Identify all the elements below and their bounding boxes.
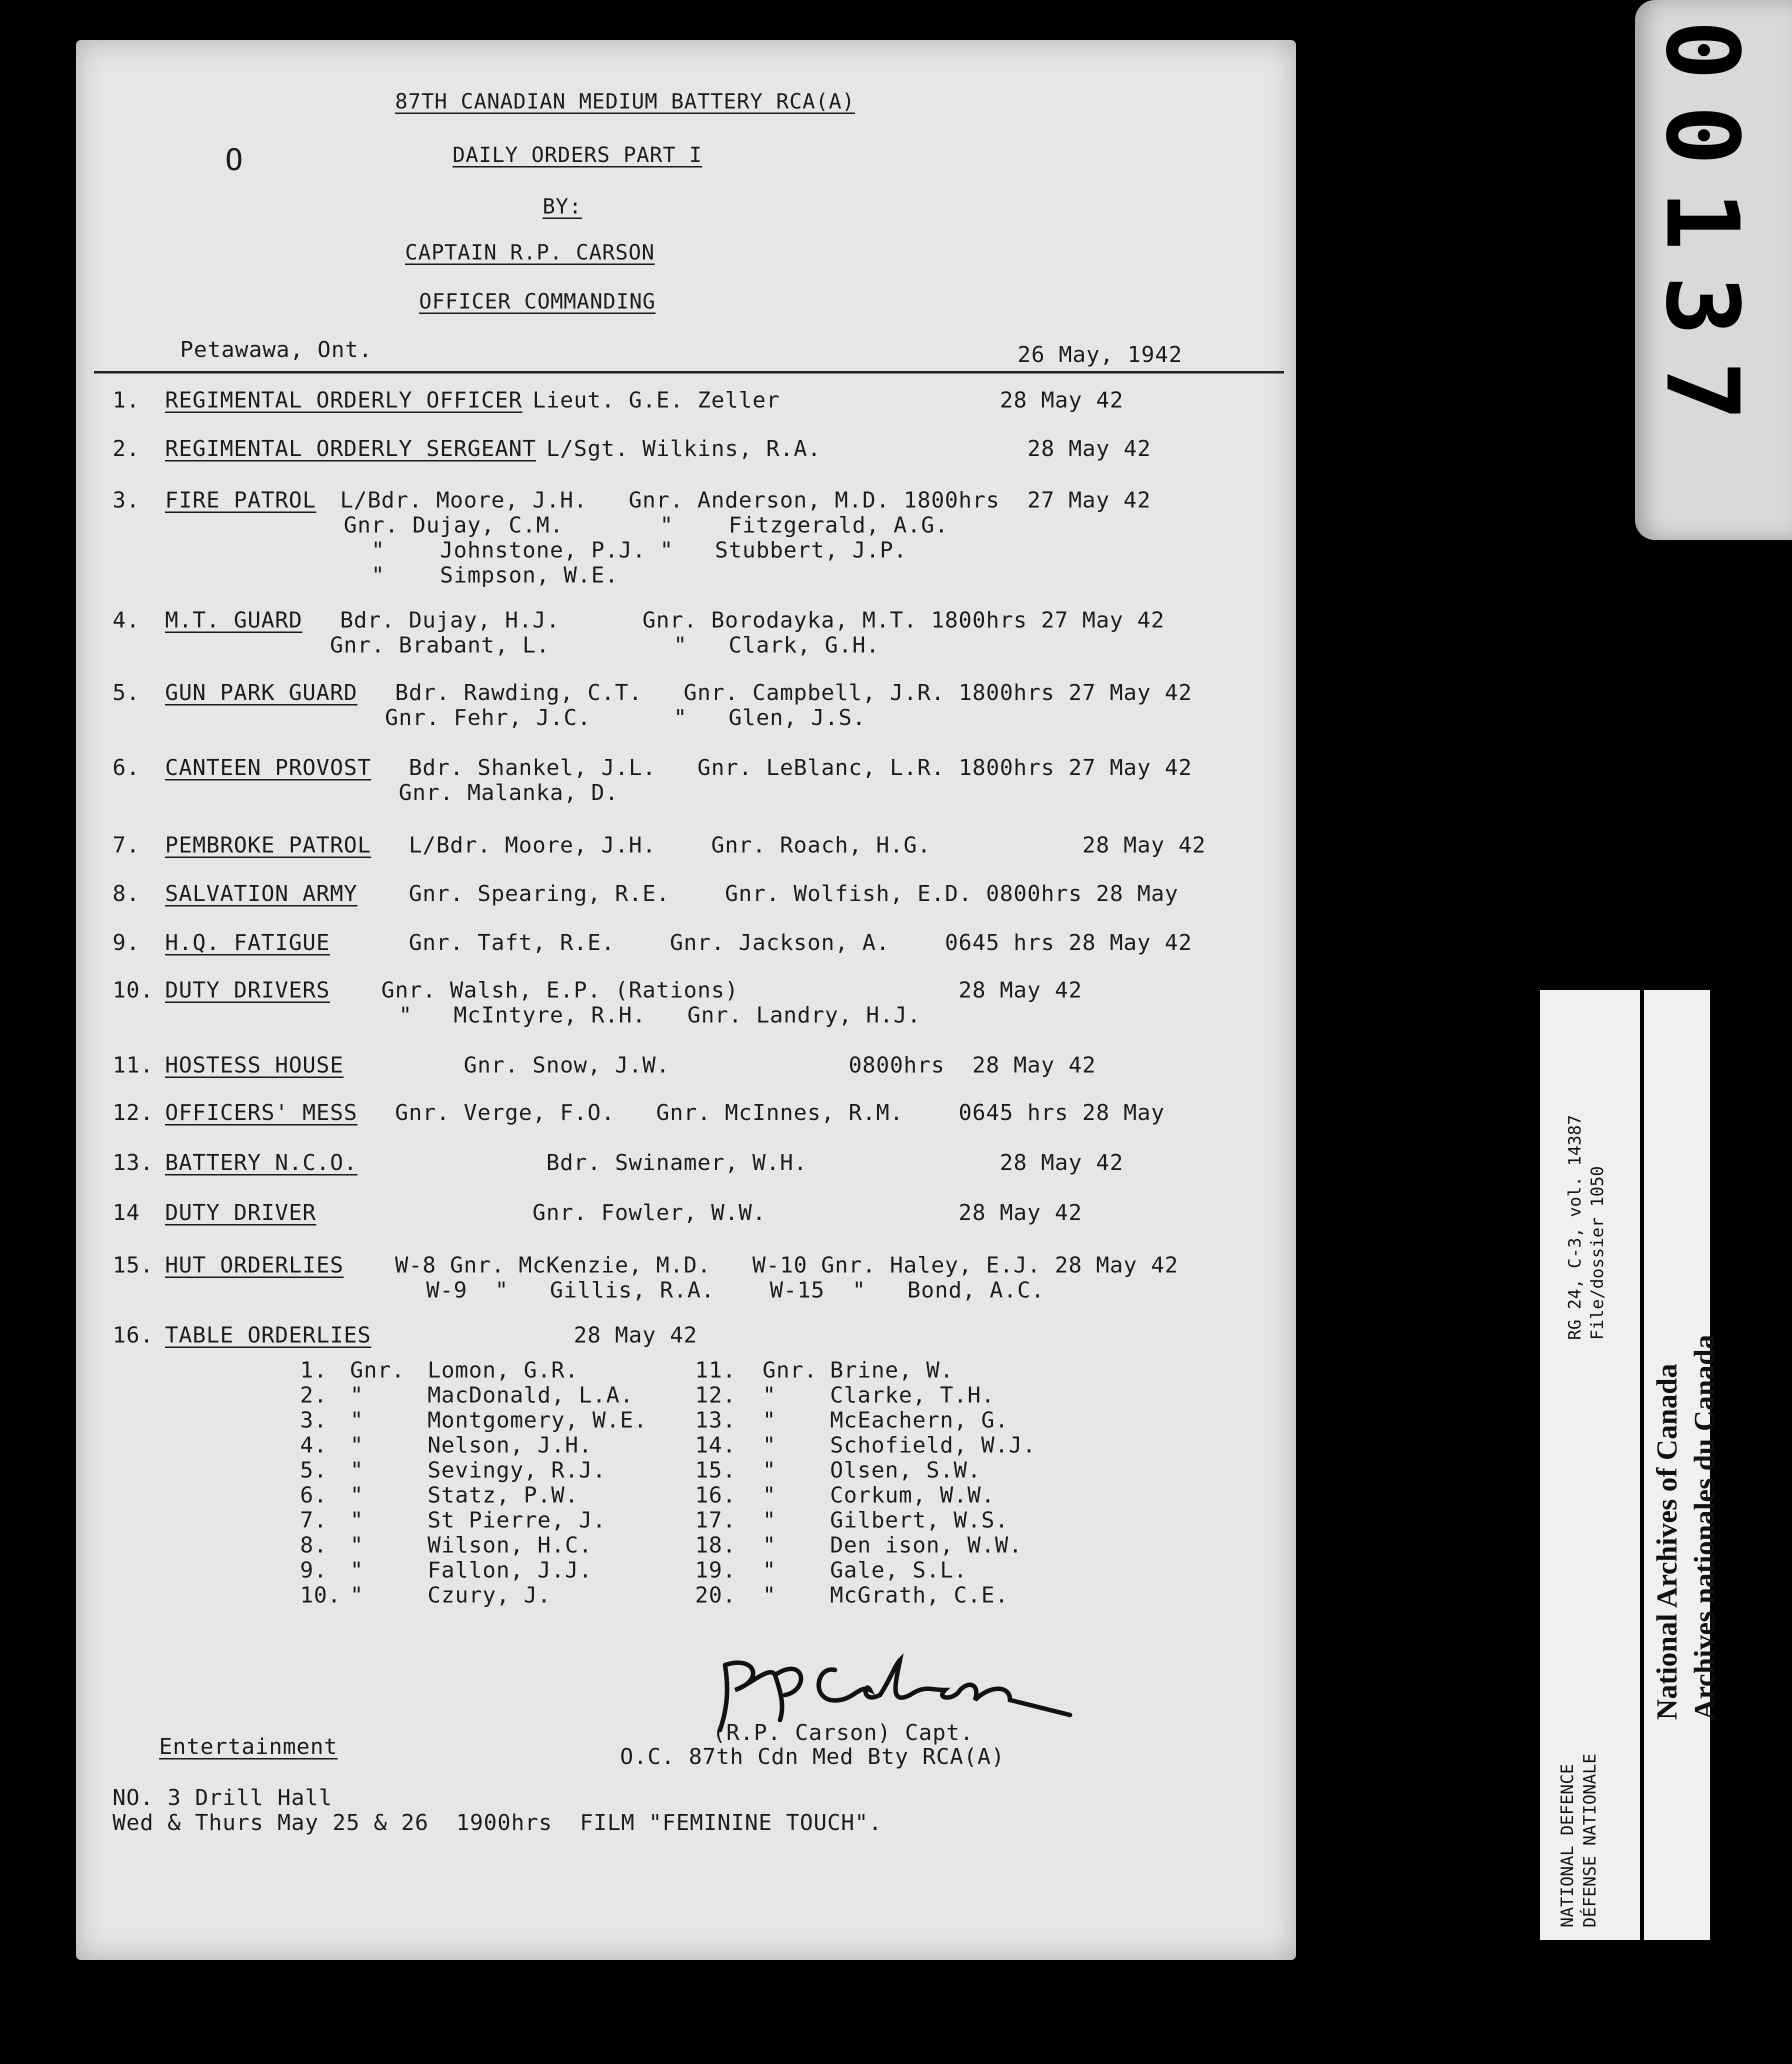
orderly-name: Sevingy, R.J. [428, 1458, 606, 1483]
order-number: 11. [112, 1052, 154, 1078]
orderly-rank: " [350, 1408, 364, 1433]
orderly-name: Czury, J. [428, 1582, 552, 1608]
orderly-num: 10. [300, 1582, 342, 1608]
signatory-name: (R.P. Carson) Capt. [712, 1720, 974, 1746]
orderly-num2: 15. [695, 1458, 736, 1483]
signatory-title: O.C. 87th Cdn Med Bty RCA(A) [620, 1744, 1005, 1770]
orders-heading: DAILY ORDERS PART I [452, 142, 702, 167]
order-detail-line: 28 May 42 [381, 1322, 698, 1348]
order-detail-line: L/Bdr. Moore, J.H. Gnr. Roach, H.G. 28 May 42 [381, 832, 1206, 858]
order-number: 6. [112, 755, 140, 780]
archive-ref-rg: RG 24, C-3, vol. 14387 [1565, 1114, 1585, 1340]
order-title: REGIMENTAL ORDERLY SERGEANT [165, 436, 536, 462]
orderly-num: 5. [300, 1458, 328, 1483]
order-title: GUN PARK GUARD [165, 680, 358, 706]
orderly-num2: 12. [695, 1382, 736, 1408]
orderly-name2: Clarke, T.H. [830, 1382, 995, 1408]
orderly-rank2: " [762, 1432, 776, 1458]
orderly-rank2: " [762, 1508, 776, 1533]
orderly-name: Statz, P.W. [428, 1482, 579, 1508]
orderly-name: MacDonald, L.A. [428, 1382, 634, 1408]
document-date: 26 May, 1942 [1018, 342, 1182, 368]
order-detail-line: Bdr. Dujay, H.J. Gnr. Borodayka, M.T. 1800hrs 27 May 42 [312, 608, 1165, 633]
orderly-name2: Gale, S.L. [830, 1558, 968, 1583]
orderly-num2: 11. [695, 1358, 736, 1383]
order-number: 9. [112, 930, 140, 956]
archive-ref-file: File/dossier 1050 [1588, 1166, 1608, 1340]
unit-heading: 87TH CANADIAN MEDIUM BATTERY RCA(A) [395, 89, 856, 114]
orderly-name2: Corkum, W.W. [830, 1482, 995, 1508]
orderly-rank: " [350, 1482, 364, 1508]
order-title: SALVATION ARMY [165, 881, 358, 906]
orderly-name2: Schofield, W.J. [830, 1432, 1036, 1458]
orderly-name2: Den ison, W.W. [830, 1532, 1022, 1558]
orderly-name2: Gilbert, W.S. [830, 1508, 1009, 1533]
orderly-num: 1. [300, 1358, 328, 1383]
order-title: PEMBROKE PATROL [165, 832, 372, 858]
orderly-name2: McGrath, C.E. [830, 1582, 1009, 1608]
orderly-rank2: " [762, 1408, 776, 1433]
orderly-rank2: " [762, 1582, 776, 1608]
order-title: BATTERY N.C.O. [165, 1150, 358, 1176]
orderly-name: Lomon, G.R. [428, 1358, 579, 1383]
orderly-num2: 18. [695, 1532, 736, 1558]
order-title: TABLE ORDERLIES [165, 1322, 372, 1348]
by-heading: BY: [542, 194, 582, 218]
orderly-num: 8. [300, 1532, 328, 1558]
order-detail-line: L/Sgt. Wilkins, R.A. 28 May 42 [546, 436, 1152, 462]
order-detail-line: Gnr. Taft, R.E. Gnr. Jackson, A. 0645 hrs 28 May 42 [340, 930, 1192, 956]
order-number: 5. [112, 680, 140, 706]
order-detail-line: Gnr. Dujay, C.M. " Fitzgerald, A.G. [165, 512, 948, 538]
order-detail-line: Gnr. Fehr, J.C. " Glen, J.S. [165, 705, 866, 730]
orderly-rank: " [350, 1432, 364, 1458]
location: Petawawa, Ont. [180, 337, 372, 362]
order-detail-line: W-9 " Gillis, R.A. W-15 " Bond, A.C. [165, 1278, 1045, 1303]
orderly-rank2: " [762, 1382, 776, 1408]
orderly-rank: " [350, 1458, 364, 1483]
orderly-rank2: Gnr. [762, 1358, 818, 1383]
order-number: 1. [112, 388, 140, 413]
orderly-rank: " [350, 1508, 364, 1533]
order-detail-line: " Johnstone, P.J. " Stubbert, J.P. [165, 538, 908, 563]
orderly-name2: Olsen, S.W. [830, 1458, 982, 1483]
order-number: 10. [112, 978, 154, 1003]
orderly-name: Nelson, J.H. [428, 1432, 592, 1458]
orderly-rank: " [350, 1532, 364, 1558]
order-title: FIRE PATROL [165, 488, 316, 513]
order-detail-line: " McIntyre, R.H. Gnr. Landry, H.J. [165, 1002, 921, 1028]
order-number: 4. [112, 608, 140, 633]
orderly-num2: 14. [695, 1432, 736, 1458]
archive-divider [1640, 990, 1644, 1940]
order-title: CANTEEN PROVOST [165, 755, 372, 780]
orderly-name: Wilson, H.C. [428, 1532, 592, 1558]
orderly-num: 9. [300, 1558, 328, 1583]
order-number: 12. [112, 1100, 154, 1126]
order-detail-line: " Simpson, W.E. [165, 562, 619, 588]
order-title: HOSTESS HOUSE [165, 1052, 344, 1078]
order-title: M.T. GUARD [165, 608, 302, 633]
orderly-rank: " [350, 1382, 364, 1408]
order-number: 3. [112, 488, 140, 513]
archive-dept-en: NATIONAL DEFENCE [1558, 1764, 1578, 1928]
order-number: 7. [112, 832, 140, 858]
orderly-num: 6. [300, 1482, 328, 1508]
role-heading: OFFICER COMMANDING [419, 289, 656, 314]
orderly-num: 3. [300, 1408, 328, 1433]
orderly-rank: " [350, 1582, 364, 1608]
order-number: 15. [112, 1252, 154, 1278]
order-detail-line: Gnr. Brabant, L. " Clark, G.H. [165, 632, 880, 658]
orderly-num: 2. [300, 1382, 328, 1408]
entertainment-heading: Entertainment [159, 1734, 338, 1760]
orderly-name: St Pierre, J. [428, 1508, 606, 1533]
orderly-rank2: " [762, 1558, 776, 1583]
archive-dept-fr: DÉFENSE NATIONALE [1580, 1754, 1600, 1928]
order-title: DUTY DRIVERS [165, 978, 330, 1003]
frame-number: 00137 [1644, 20, 1760, 446]
orderly-rank: Gnr. [350, 1358, 405, 1383]
entertainment-venue: NO. 3 Drill Hall [112, 1785, 332, 1810]
order-detail-line: Gnr. Snow, J.W. 0800hrs 28 May 42 [354, 1052, 1096, 1078]
order-title: REGIMENTAL ORDERLY OFFICER [165, 388, 522, 413]
orderly-name2: McEachern, G. [830, 1408, 1009, 1433]
order-detail-line: Gnr. Malanka, D. [165, 780, 619, 806]
order-detail-line: Bdr. Rawding, C.T. Gnr. Campbell, J.R. 1800hrs 27 May 42 [368, 680, 1192, 706]
order-detail-line: Gnr. Spearing, R.E. Gnr. Wolfish, E.D. 0800hrs 28 May [368, 881, 1178, 906]
order-detail-line: Lieut. G.E. Zeller 28 May 42 [532, 388, 1124, 413]
orderly-num2: 13. [695, 1408, 736, 1433]
archive-name-en: National Archives of Canada [1650, 1364, 1683, 1720]
orderly-num2: 20. [695, 1582, 736, 1608]
orderly-num: 4. [300, 1432, 328, 1458]
order-number: 13. [112, 1150, 154, 1176]
order-title: H.Q. FATIGUE [165, 930, 330, 956]
orderly-rank2: " [762, 1532, 776, 1558]
order-number: 8. [112, 881, 140, 906]
order-number: 2. [112, 436, 140, 462]
orderly-rank: " [350, 1558, 364, 1583]
orderly-num2: 16. [695, 1482, 736, 1508]
order-detail-line: Bdr. Swinamer, W.H. 28 May 42 [368, 1150, 1124, 1176]
archive-name-fr: Archives nationales du Canada [1688, 1334, 1720, 1720]
order-detail-line: Gnr. Walsh, E.P. (Rations) 28 May 42 [340, 978, 1082, 1003]
orderly-name: Montgomery, W.E. [428, 1408, 648, 1433]
commander-heading: CAPTAIN R.P. CARSON [405, 240, 655, 264]
order-number: 16. [112, 1322, 154, 1348]
order-title: OFFICERS' MESS [165, 1100, 358, 1126]
orderly-name: Fallon, J.J. [428, 1558, 592, 1583]
order-title: DUTY DRIVER [165, 1200, 316, 1226]
header-rule [94, 371, 1284, 374]
order-detail-line: W-8 Gnr. McKenzie, M.D. W-10 Gnr. Haley, E.J. 28 May 42 [354, 1252, 1178, 1278]
orderly-num2: 17. [695, 1508, 736, 1533]
orderly-rank2: " [762, 1482, 776, 1508]
order-detail-line: Bdr. Shankel, J.L. Gnr. LeBlanc, L.R. 1800hrs 27 May 42 [381, 755, 1192, 780]
order-title: HUT ORDERLIES [165, 1252, 344, 1278]
order-detail-line: Gnr. Verge, F.O. Gnr. McInnes, R.M. 0645 hrs 28 May [368, 1100, 1165, 1126]
orderly-rank2: " [762, 1458, 776, 1483]
orderly-name2: Brine, W. [830, 1358, 954, 1383]
margin-mark: O [225, 142, 244, 178]
entertainment-details: Wed & Thurs May 25 & 26 1900hrs FILM "FEMININE TOUCH". [112, 1810, 882, 1836]
orderly-num2: 19. [695, 1558, 736, 1583]
order-number: 14 [112, 1200, 140, 1226]
order-detail-line: L/Bdr. Moore, J.H. Gnr. Anderson, M.D. 1800hrs 27 May 42 [326, 488, 1151, 513]
orderly-num: 7. [300, 1508, 328, 1533]
order-detail-line: Gnr. Fowler, W.W. 28 May 42 [326, 1200, 1082, 1226]
